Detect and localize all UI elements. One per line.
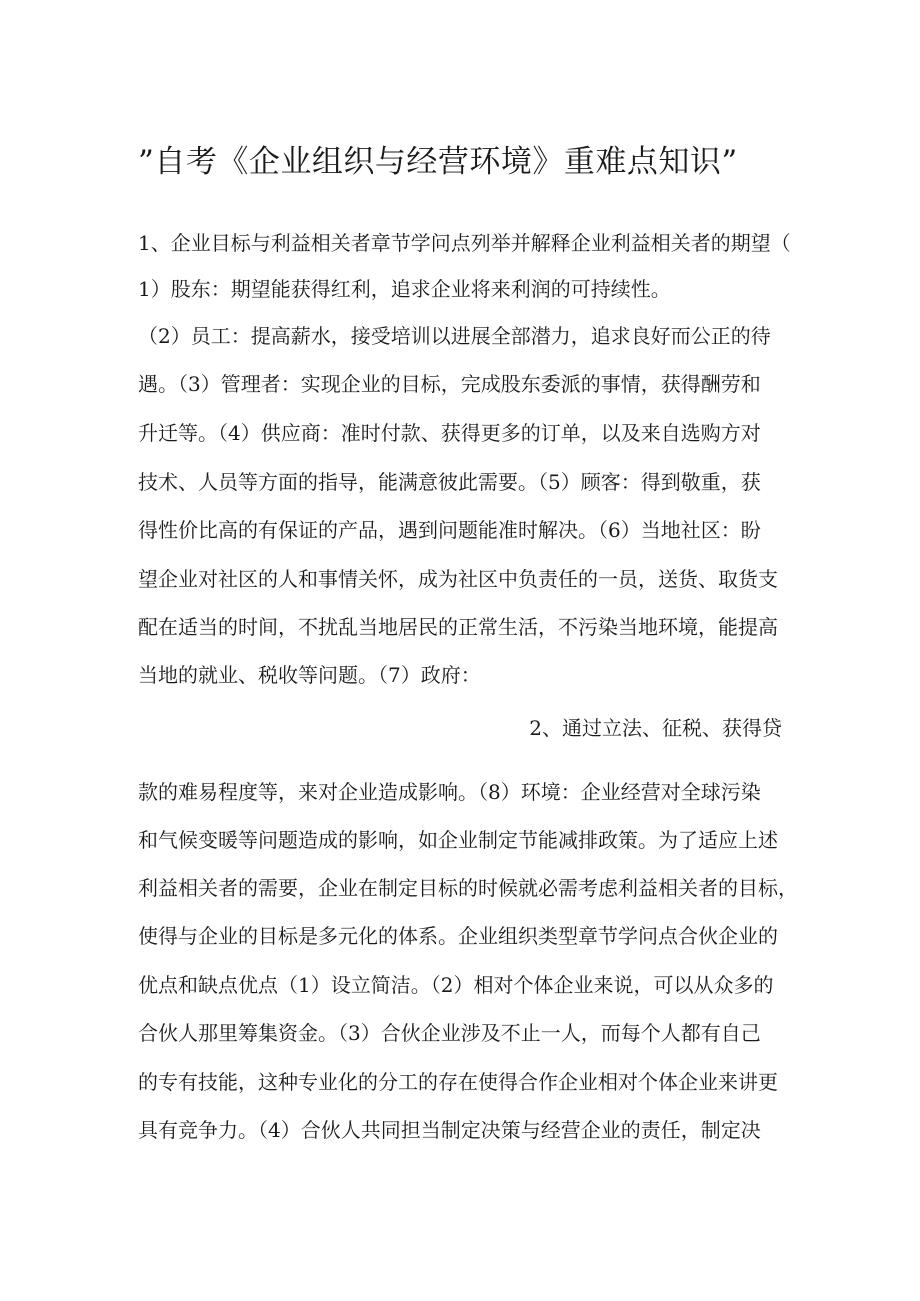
text-line: 具有竞争力。（4）合伙人共同担当制定决策与经营企业的责任，制定决 xyxy=(138,1118,761,1142)
text-line: 和气候变暖等问题造成的影响，如企业制定节能减排政策。为了适应上述 xyxy=(138,828,778,852)
text-line: 升迁等。（4）供应商：准时付款、获得更多的订单，以及来自选购方对 xyxy=(138,421,761,445)
text-line: 技术、人员等方面的指导，能满意彼此需要。（5）顾客：得到敬重，获 xyxy=(138,470,761,494)
text-line: 的专有技能，这种专业化的分工的存在使得合作企业相对个体企业来讲更 xyxy=(138,1070,778,1094)
text-line: 合伙人那里筹集资金。（3）合伙企业涉及不止一人，而每个人都有自己 xyxy=(138,1021,761,1045)
text-line: 使得与企业的目标是多元化的体系。企业组织类型章节学问点合伙企业的 xyxy=(138,924,778,948)
document-title: ”自考《企业组织与经营环境》重难点知识” xyxy=(138,144,738,180)
text-line: 利益相关者的需要，企业在制定目标的时候就必需考虑利益相关者的目标， xyxy=(138,876,798,900)
text-line: 当地的就业、税收等问题。（7）政府： xyxy=(138,663,481,687)
text-line: 优点和缺点优点（1）设立简洁。（2）相对个体企业来说，可以从众多的 xyxy=(138,973,774,997)
text-line: 配在适当的时间，不扰乱当地居民的正常生活，不污染当地环境，能提高 xyxy=(138,615,778,639)
text-line: 得性价比高的有保证的产品，遇到问题能准时解决。（6）当地社区：盼 xyxy=(138,518,761,542)
text-line: 2、通过立法、征税、获得贷 xyxy=(529,716,782,740)
text-line: 望企业对社区的人和事情关怀，成为社区中负责任的一员，送货、取货支 xyxy=(138,567,778,591)
text-line: （2）员工：提高薪水，接受培训以进展全部潜力，追求良好而公正的待 xyxy=(138,324,771,348)
text-line: 遇。（3）管理者：实现企业的目标，完成股东委派的事情，获得酬劳和 xyxy=(138,372,761,396)
text-line: 1、企业目标与利益相关者章节学问点列举并解释企业利益相关者的期望（ xyxy=(138,231,791,255)
text-line: 1）股东：期望能获得红利，追求企业将来利润的可持续性。 xyxy=(138,277,671,301)
text-line: 款的难易程度等，来对企业造成影响。（8）环境：企业经营对全球污染 xyxy=(138,780,761,804)
